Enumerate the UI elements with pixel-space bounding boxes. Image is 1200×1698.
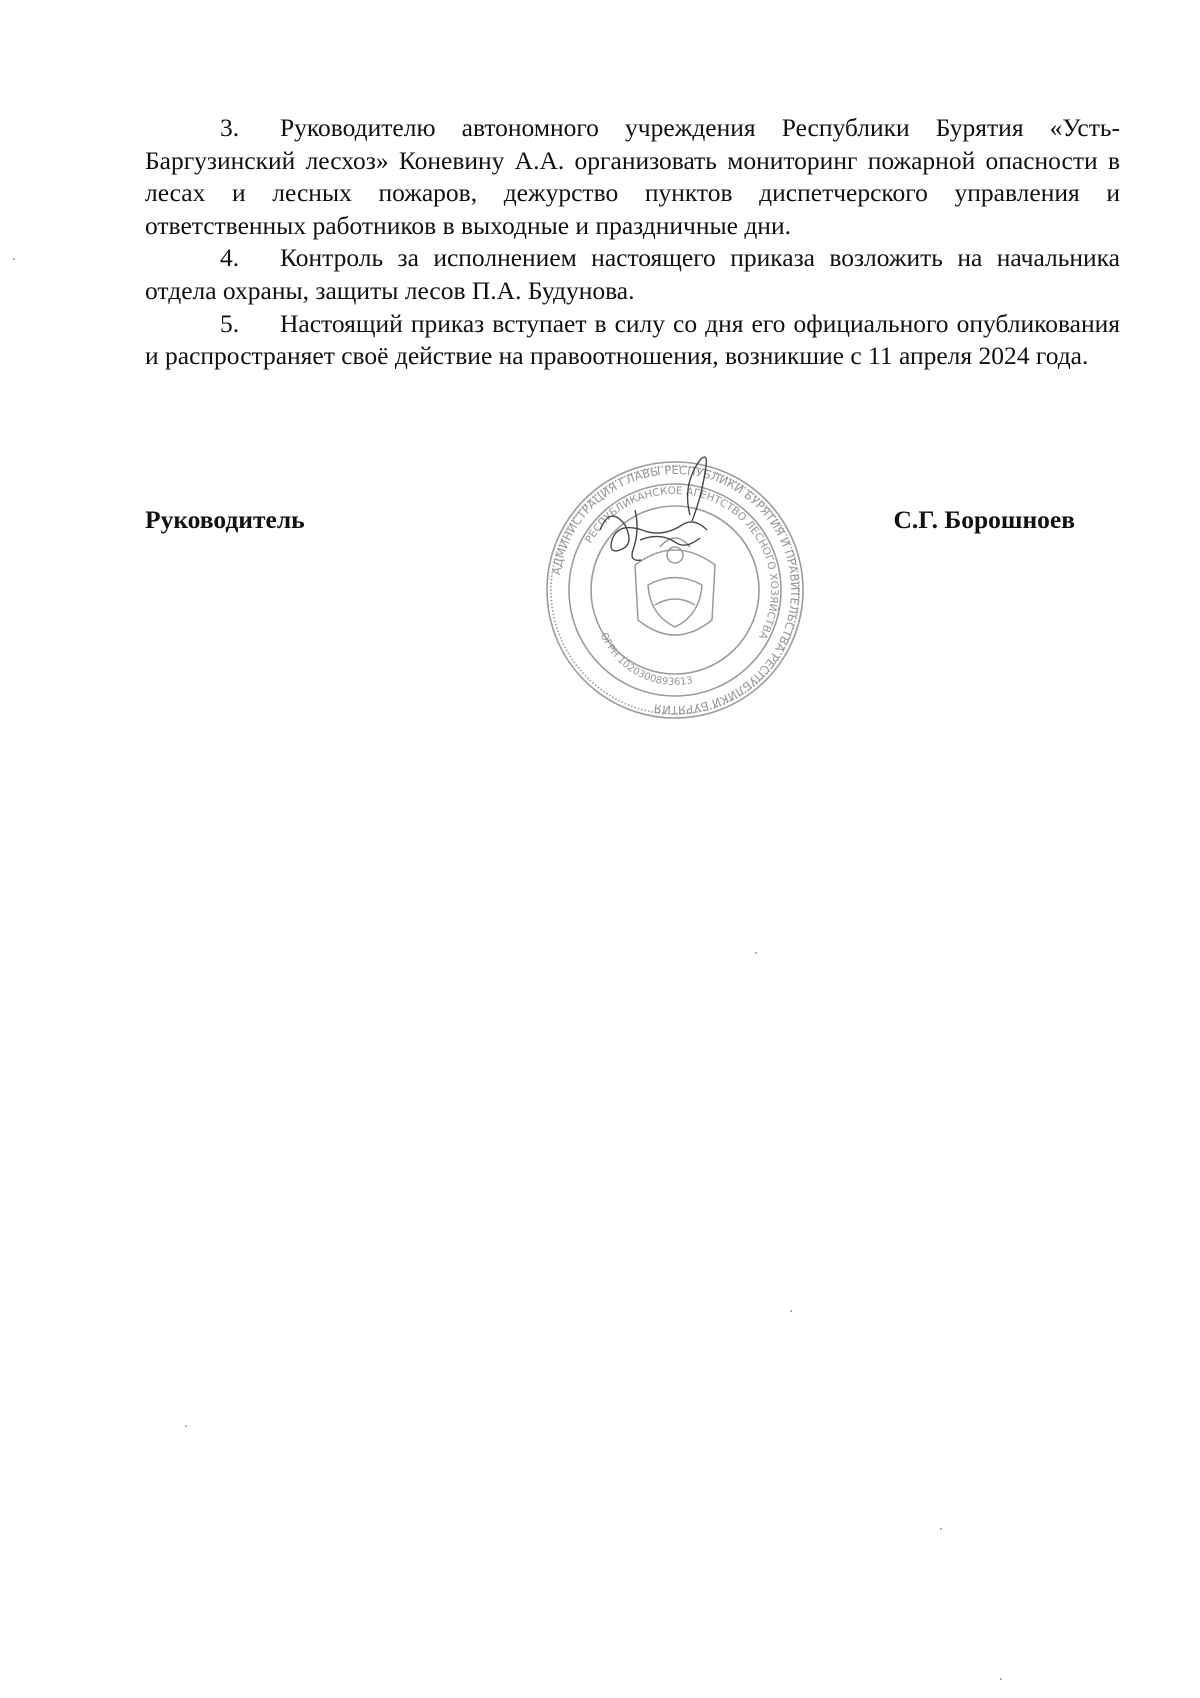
paragraph-5 [145,308,1120,373]
scan-speck [755,952,757,954]
signatory-title: Руководитель [145,505,305,534]
paragraph-3 [145,112,1120,242]
scan-speck [1000,1678,1002,1680]
paragraph-number: 4. [220,243,240,273]
seal-ogrn-text: ОГРН 1020300893613 [597,631,694,689]
seal-inner-text: РЕСПУБЛИКАНСКОЕ АГЕНТСТВО ЛЕСНОГО ХОЗЯЙСТВА [583,484,781,642]
scan-speck [185,1425,187,1427]
paragraph-number: 3. [220,113,240,142]
scan-speck [790,1310,792,1312]
scan-speck [940,1528,942,1530]
paragraph-number: 5. [220,308,240,338]
paragraph-text: Руководителю автономного учреждения Республики Бурятия «Усть-Баргузинский лесхоз» Коневину А.А. организовать мониторинг пожарной опасности в лесах и лесных пожаров, дежурство пунктов диспетчерского управления и ответственных работников в выходные и праздничные дни. [145,113,1120,240]
official-seal [540,455,810,725]
paragraph-4 [145,242,1120,307]
seal-outer-text: АДМИНИСТРАЦИЯ ГЛАВЫ РЕСПУБЛИКИ БУРЯТИЯ И ПРАВИТЕЛЬСТВА РЕСПУБЛИКИ БУРЯТИЯ [548,462,803,718]
seal-emblem-icon [635,538,715,635]
signatory-name: С.Г. Борошноев [893,505,1075,534]
document-body [145,112,1120,373]
paragraph-text: Контроль за исполнением настоящего приказа возложить на начальника отдела охраны, защиты лесов П.А. Будунова. [145,243,1120,305]
scan-speck [13,258,15,260]
paragraph-text: Настоящий приказ вступает в силу со дня его официального опубликования и распространяет своё действие на правоотношения, возникшие с 11 апреля 2024 года. [145,308,1120,371]
